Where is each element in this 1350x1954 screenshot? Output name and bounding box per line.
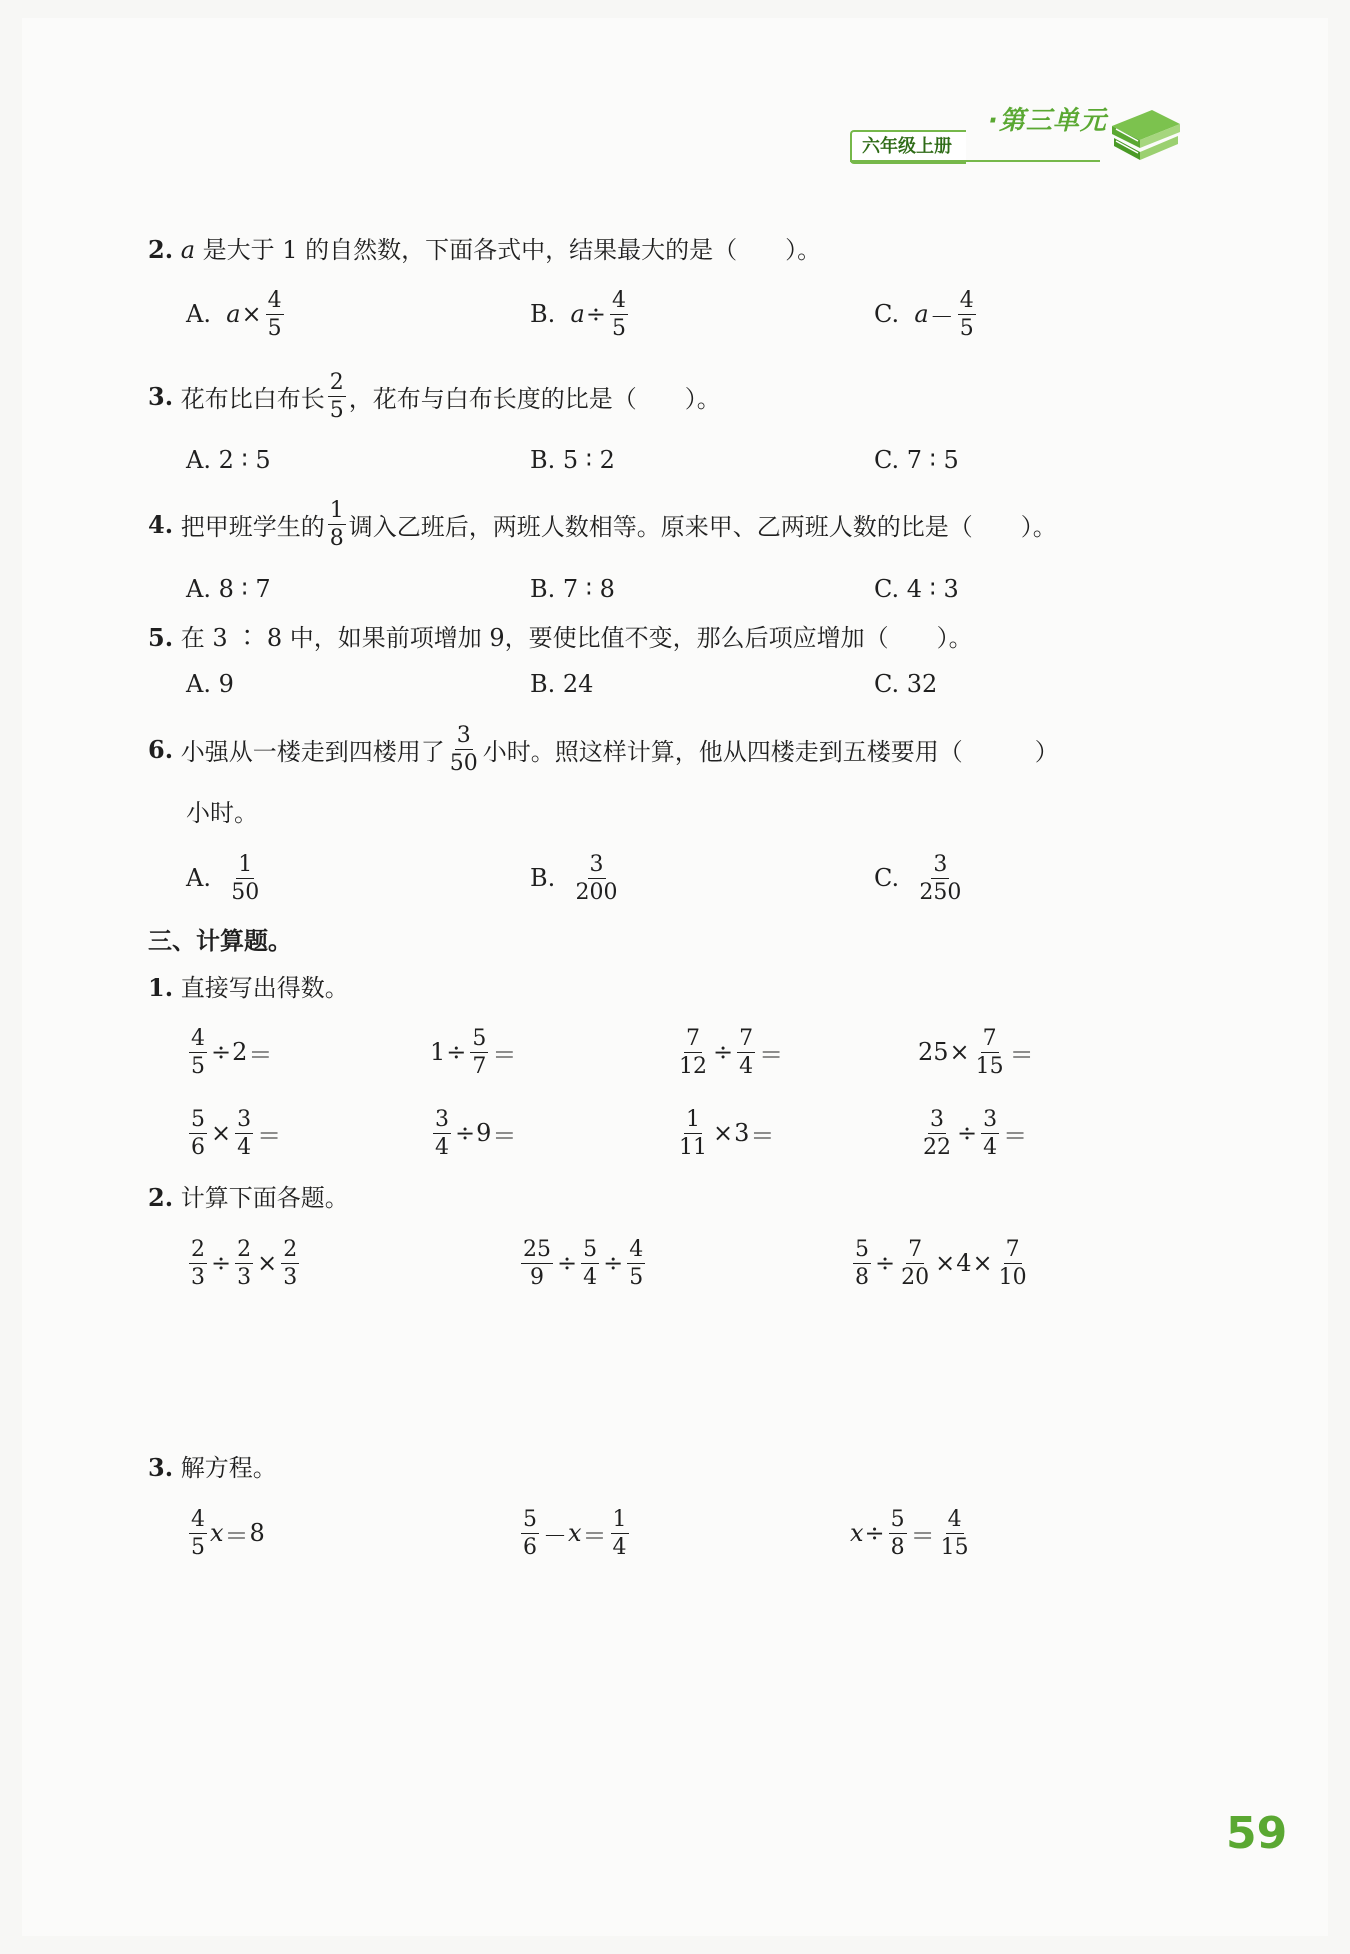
calc-1-item-2: 1 ÷ $\frac{5}{7}$ ＝ xyxy=(430,1025,517,1079)
q5-option-a[interactable]: A. 9 xyxy=(186,670,234,698)
q5-option-b[interactable]: B. 24 xyxy=(530,670,594,698)
question-4: 4. 把甲班学生的 1 8 调入乙班后，两班人数相等。原来甲、乙两班人数的比是（ ）。 xyxy=(148,497,1057,551)
fraction: 1 8 xyxy=(329,497,344,551)
section-3-title: 三、计算题。 xyxy=(148,927,292,955)
calc-1-item-6: $\frac{3}{4}$ ÷ 9 ＝ xyxy=(435,1106,517,1160)
question-3: 3. 花布比白布长 2 5 ，花布与白布长度的比是（ ）。 xyxy=(148,369,721,423)
q3-option-a[interactable]: A. 2 ∶ 5 xyxy=(186,446,271,474)
q2-option-b[interactable]: B. a ÷ $\frac{4}{5}$ xyxy=(530,287,626,341)
q6-continuation: 小时。 xyxy=(186,799,258,827)
calc-1-item-4: 25 × $\frac{7}{15}$ ＝ xyxy=(918,1025,1034,1079)
calc-2-title: 2. 计算下面各题。 xyxy=(148,1183,349,1212)
question-6: 6. 小强从一楼走到四楼用了 3 50 小时。照这样计算，他从四楼走到五楼要用（ ） xyxy=(148,722,1059,776)
calc-2-item-1: $\frac{2}{3}$ ÷ $\frac{2}{3}$ × $\frac{2}{3}$ xyxy=(191,1236,298,1290)
question-5: 5. 在 3 ∶ 8 中，如果前项增加 9，要使比值不变，那么后项应增加（ ）。 xyxy=(148,623,973,652)
q4-option-b[interactable]: B. 7 ∶ 8 xyxy=(530,575,615,603)
q2-option-a[interactable]: A. a × $\frac{4}{5}$ xyxy=(186,287,282,341)
q5-option-c[interactable]: C. 32 xyxy=(874,670,938,698)
q2-option-c[interactable]: C. a － 4 5 xyxy=(874,287,974,341)
equation-2: 5 6 － x ＝ 1 4 xyxy=(523,1506,627,1560)
fraction: 1 50 xyxy=(231,851,260,905)
fraction: 4 5 xyxy=(959,287,974,341)
question-2: 2. a 是大于 1 的自然数，下面各式中，结果最大的是（ ）。 xyxy=(148,235,822,264)
calc-1-item-5: $\frac{5}{6}$ × $\frac{3}{4}$ ＝ xyxy=(191,1106,282,1160)
page-number: 59 xyxy=(1226,1808,1288,1859)
fraction: 3 250 xyxy=(919,851,962,905)
calc-2-item-3: $\frac{5}{8}$ ÷ $\frac{7}{20}$ × 4 × $\frac{7}{10}$ xyxy=(855,1236,1027,1290)
calc-3-title: 3. 解方程。 xyxy=(148,1453,277,1482)
unit-label: ·第三单元 xyxy=(988,106,1107,136)
books-icon xyxy=(1104,96,1184,166)
calc-1-item-8: $\frac{3}{22}$ ÷ $\frac{3}{4}$ ＝ xyxy=(923,1106,1028,1160)
q4-option-a[interactable]: A. 8 ∶ 7 xyxy=(186,575,271,603)
calc-1-item-3: $\frac{7}{12}$ ÷ $\frac{7}{4}$ ＝ xyxy=(679,1025,784,1079)
fraction: $\frac{4}{5}$ xyxy=(267,287,282,341)
fraction: $\frac{4}{5}$ xyxy=(611,287,626,341)
page-header xyxy=(850,96,1180,166)
q3-option-b[interactable]: B. 5 ∶ 2 xyxy=(530,446,615,474)
q6-option-b[interactable]: B. 3 200 xyxy=(530,851,618,905)
fraction: 2 5 xyxy=(329,369,344,423)
grade-label: 六年级上册 xyxy=(850,130,966,164)
fraction: 3 200 xyxy=(575,851,618,905)
q3-option-c[interactable]: C. 7 ∶ 5 xyxy=(874,446,959,474)
calc-2-item-2: $\frac{25}{9}$ ÷ $\frac{5}{4}$ ÷ $\frac{4}{5}$ xyxy=(523,1236,644,1290)
q6-option-c[interactable]: C. 3 250 xyxy=(874,851,962,905)
calc-1-title: 1. 直接写出得数。 xyxy=(148,973,349,1002)
calc-1-item-1: $\frac{4}{5}$ ÷ 2 ＝ xyxy=(191,1025,273,1079)
equation-3: x ÷ $\frac{5}{8}$ ＝ 4 15 xyxy=(850,1506,969,1560)
header-underline xyxy=(850,160,1100,162)
q6-option-a[interactable]: A. 1 50 xyxy=(186,851,260,905)
calc-1-item-7: $\frac{1}{11}$ × 3 ＝ xyxy=(679,1106,775,1160)
equation-1: 4 5 x ＝ 8 xyxy=(191,1506,265,1560)
q4-option-c[interactable]: C. 4 ∶ 3 xyxy=(874,575,959,603)
fraction: 3 50 xyxy=(449,722,478,776)
